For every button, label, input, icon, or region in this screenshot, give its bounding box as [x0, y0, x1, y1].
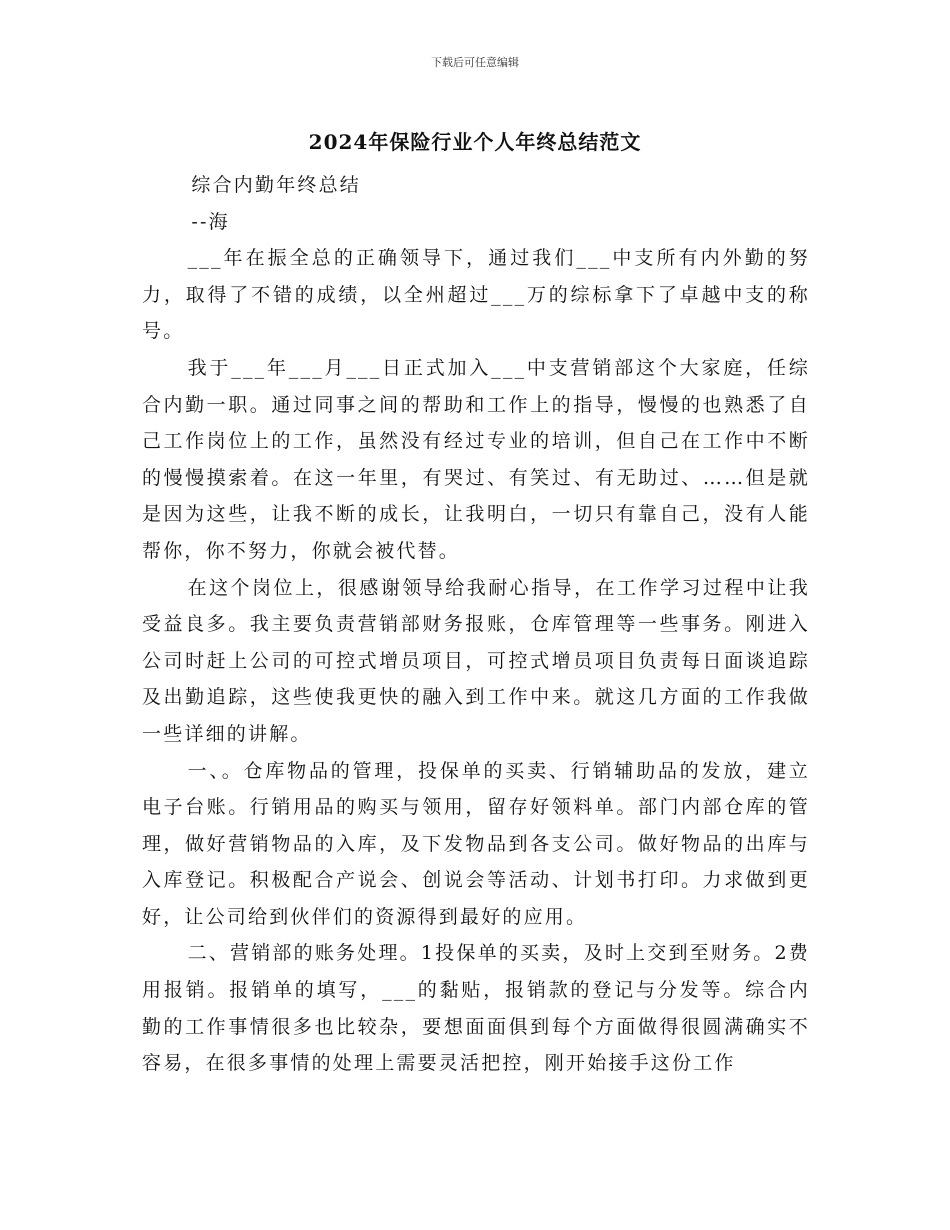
paragraph: 我于___年___月___日正式加入___中支营销部这个大家庭，任综合内勤一职。通过同事之间的帮助和工作上的指导，慢慢的也熟悉了自己工作岗位上的工作，虽然没有经过专业的培训，但自己在工作中不断的慢慢摸索着。在这一年里，有哭过、有笑过、有无助过、……但是就是因为这些，让我不断的成长，让我明白，一切只有靠自己，没有人能帮你，你不努力，你就会被代替。	[142, 356, 810, 562]
document-author: --海	[191, 210, 230, 233]
header-note: 下载后可任意编辑	[431, 56, 519, 69]
document-subtitle: 综合内勤年终总结	[191, 174, 361, 196]
document-title: 2024年保险行业个人年终总结范文	[308, 130, 642, 154]
paragraph: 二、营销部的账务处理。1投保单的买卖，及时上交到至财务。2费用报销。报销单的填写，___的黏贴，报销款的登记与分发等。综合内勤的工作事情很多也比较杂，要想面面俱到每个方面做得很圆满确实不容易，在很多事情的处理上需要灵活把控，刚开始接手这份工作	[142, 942, 810, 1075]
paragraph: ___年在振全总的正确领导下，通过我们___中支所有内外勤的努力，取得了不错的成绩，以全州超过___万的综标拿下了卓越中支的称号。	[142, 247, 810, 343]
document-body	[142, 167, 810, 1082]
paragraph: 一、。仓库物品的管理，投保单的买卖、行销辅助品的发放，建立电子台账。行销用品的购买与领用，留存好领料单。部门内部仓库的管理，做好营销物品的入库，及下发物品到各支公司。做好物品的出库与入库登记。积极配合产说会、创说会等活动、计划书打印。力求做到更好，让公司给到伙伴们的资源得到最好的应用。	[142, 759, 810, 928]
paragraph: 在这个岗位上，很感谢领导给我耐心指导，在工作学习过程中让我受益良多。我主要负责营销部财务报账，仓库管理等一些事务。刚进入公司时赶上公司的可控式增员项目，可控式增员项目负责每日面谈追踪及出勤追踪，这些使我更快的融入到工作中来。就这几方面的工作我做一些详细的讲解。	[142, 576, 810, 745]
